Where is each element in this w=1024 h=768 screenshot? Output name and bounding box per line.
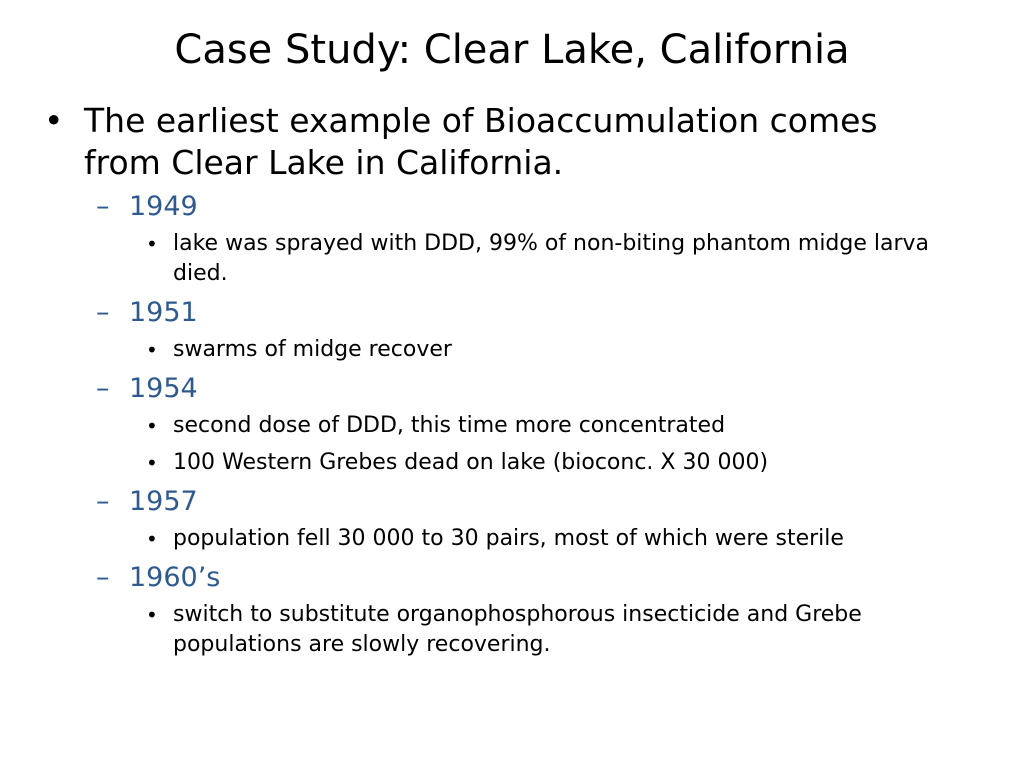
point-text: 100 Western Grebes dead on lake (bioconc. X 30 000) <box>173 450 769 475</box>
dash-icon: – <box>96 373 110 404</box>
timeline-point <box>44 229 953 289</box>
bullet-icon: • <box>44 101 64 140</box>
timeline-point <box>44 600 953 660</box>
year-heading <box>44 372 984 406</box>
intro-bullet <box>44 100 964 184</box>
slide-content <box>44 100 984 667</box>
dash-icon: – <box>96 297 110 328</box>
timeline-entry-1951 <box>44 296 984 365</box>
year-label: 1954 <box>129 373 198 404</box>
timeline-point <box>44 411 953 441</box>
point-text: second dose of DDD, this time more concentrated <box>173 413 726 438</box>
dash-icon: – <box>96 562 110 593</box>
dash-icon: – <box>96 486 110 517</box>
point-text: switch to substitute organophosphorous insecticide and Grebe populations are slowly recovering. <box>173 602 862 657</box>
point-text: lake was sprayed with DDD, 99% of non-biting phantom midge larva died. <box>173 231 930 286</box>
timeline-point <box>44 335 953 365</box>
dash-icon: – <box>96 191 110 222</box>
year-label: 1949 <box>129 191 198 222</box>
bullet-icon: • <box>146 451 158 475</box>
year-heading <box>44 485 984 519</box>
timeline-entry-1960s <box>44 561 984 660</box>
timeline-entry-1954 <box>44 372 984 478</box>
slide-title: Case Study: Clear Lake, California <box>174 27 850 73</box>
timeline-point <box>44 524 953 554</box>
bullet-icon: • <box>146 338 158 362</box>
year-label: 1957 <box>129 486 198 517</box>
point-text: swarms of midge recover <box>173 337 452 362</box>
intro-text: The earliest example of Bioaccumulation comes from Clear Lake in California. <box>84 101 878 182</box>
timeline-entry-1949 <box>44 190 984 289</box>
bullet-icon: • <box>146 527 158 551</box>
year-heading <box>44 190 984 224</box>
year-label: 1960’s <box>129 562 221 593</box>
bullet-icon: • <box>146 603 158 627</box>
bullet-icon: • <box>146 232 158 256</box>
timeline-entry-1957 <box>44 485 984 554</box>
bullet-icon: • <box>146 414 158 438</box>
year-label: 1951 <box>129 297 198 328</box>
year-heading <box>44 561 984 595</box>
timeline-point <box>44 448 953 478</box>
point-text: population fell 30 000 to 30 pairs, most of which were sterile <box>173 526 844 551</box>
year-heading <box>44 296 984 330</box>
